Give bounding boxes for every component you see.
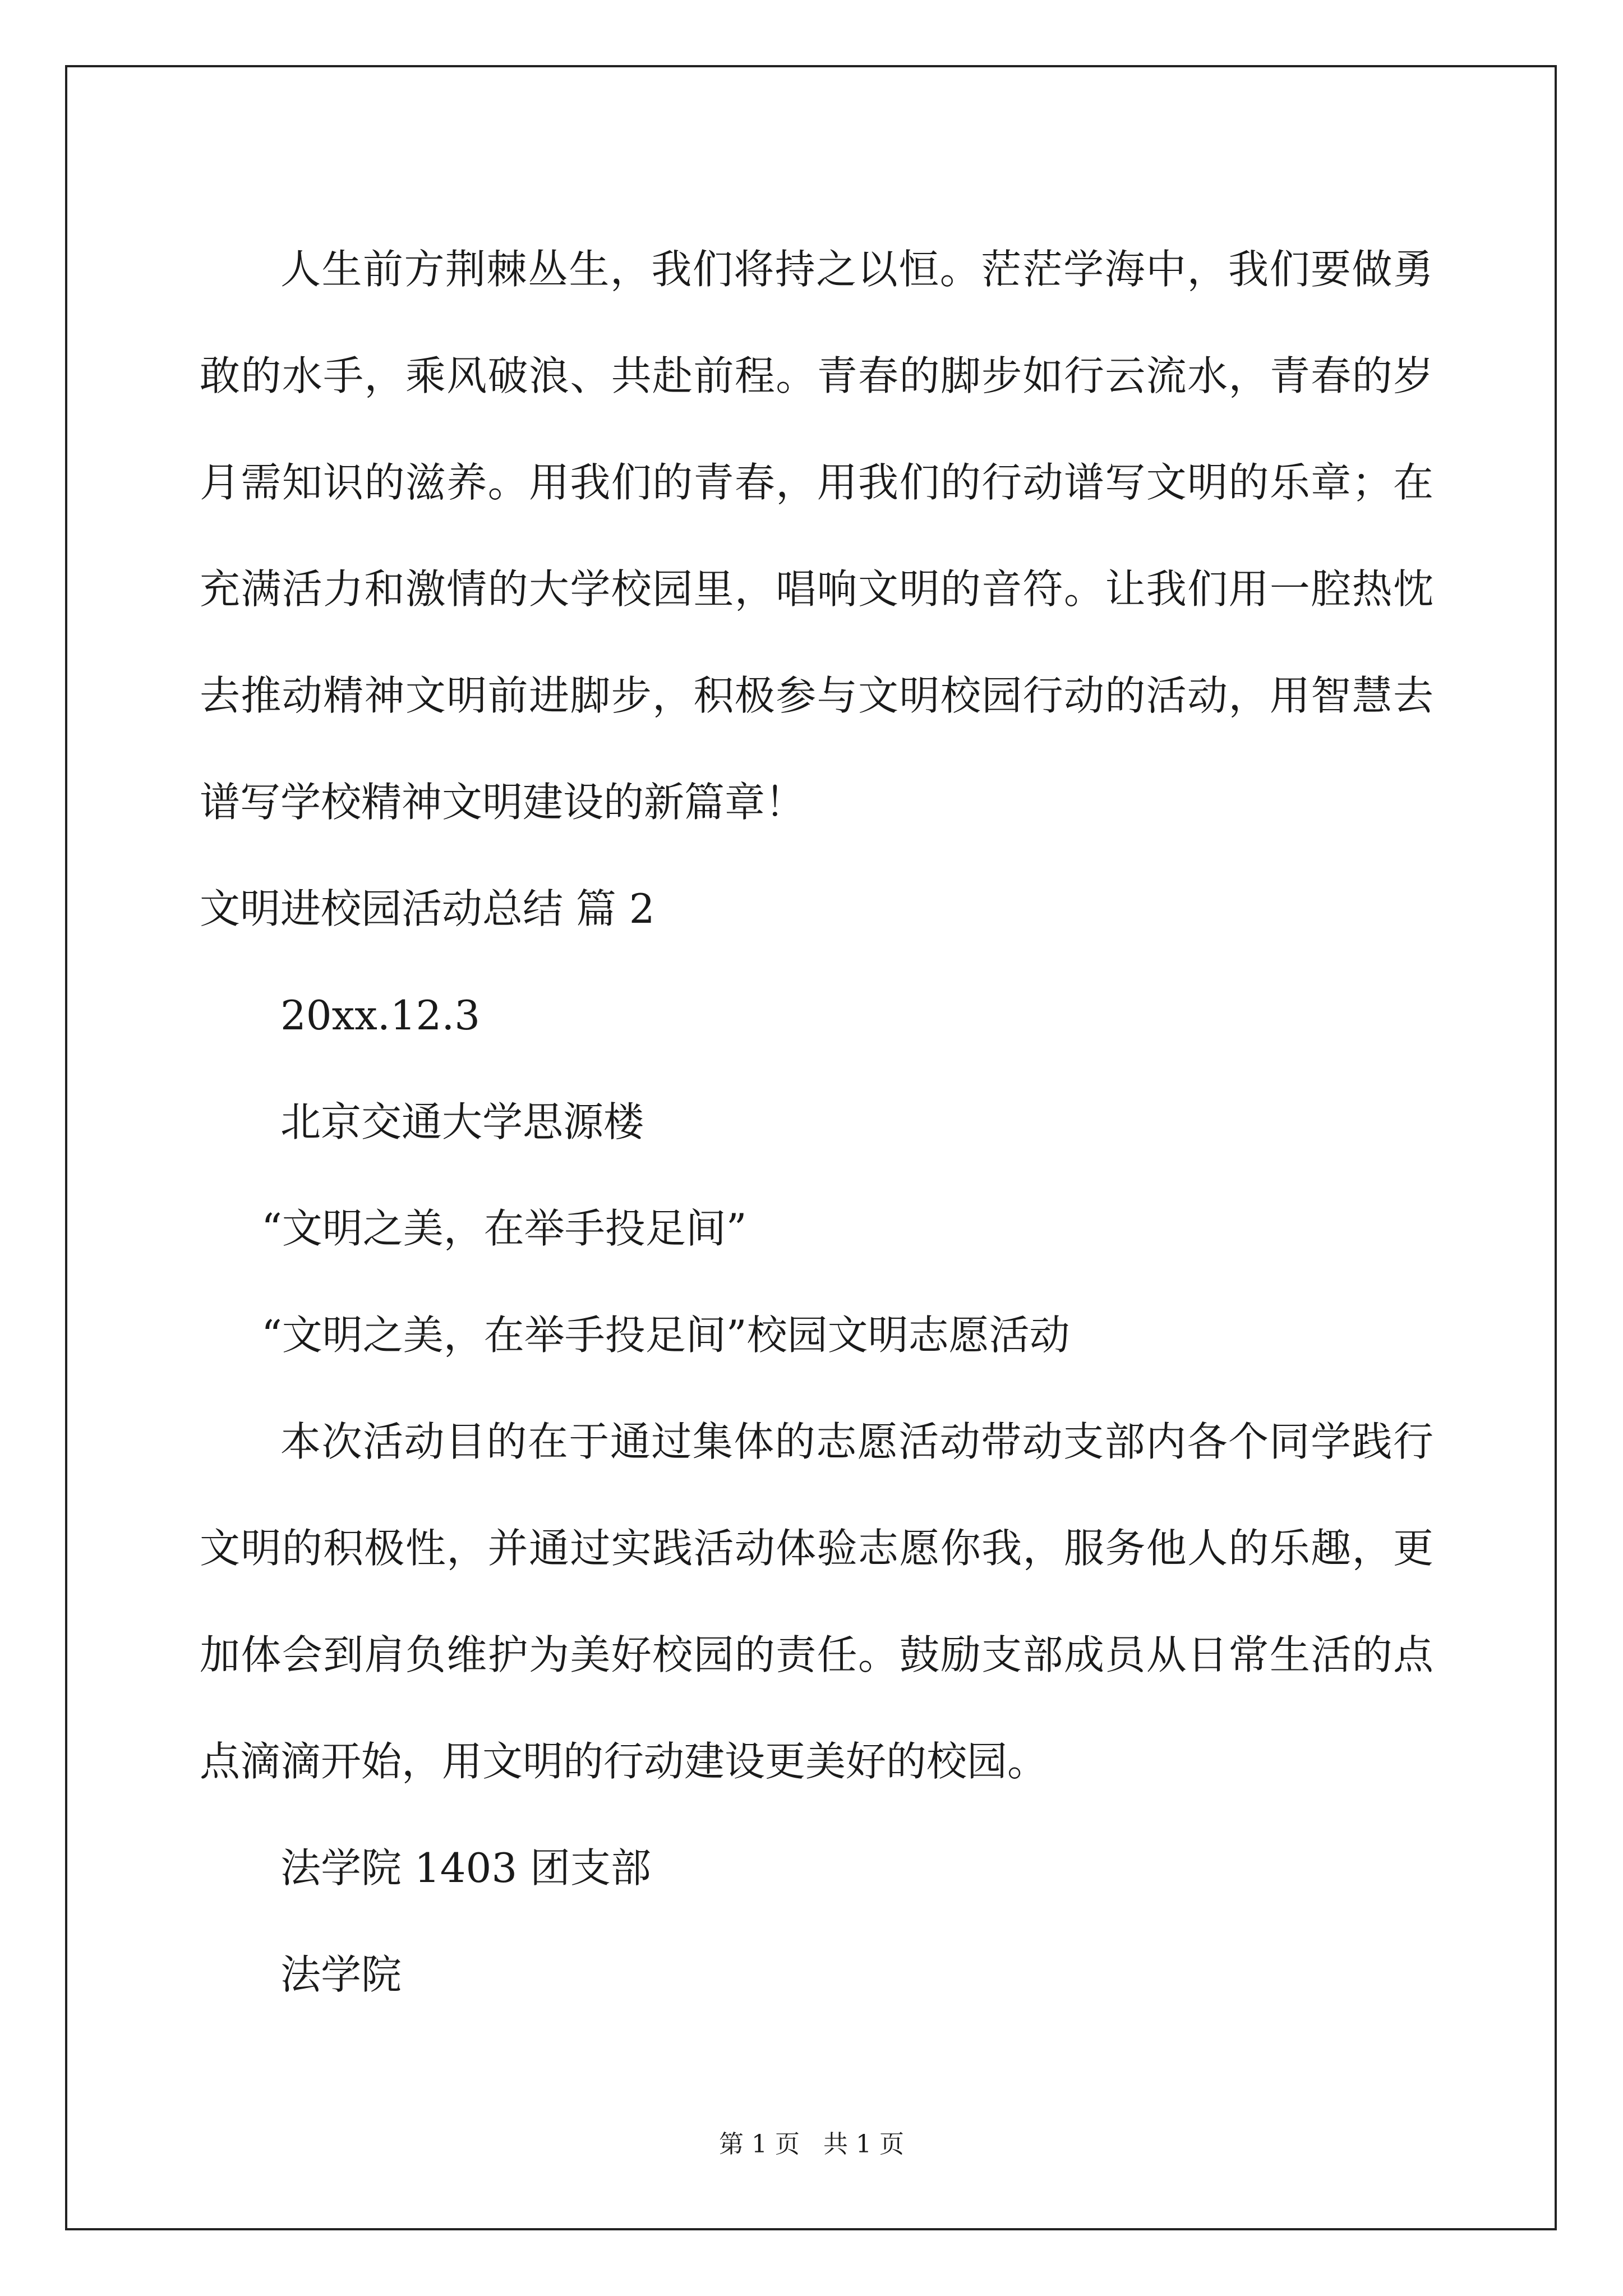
activity-theme: “文明之美，在举手投足间” — [261, 1205, 747, 1252]
activity-location: 北京交通大学思源楼 — [280, 1098, 644, 1145]
paragraph-purpose: 本次活动目的在于通过集体的志愿活动带动支部内各个同学践行文明的积极性，并通过实践活动体验志愿你我，服务他人的乐趣，更加体会到肩负维护为美好校园的责任。鼓励支部成员从日常生活的点点滴滴开始，用文明的行动建设更美好的校园。 — [200, 1418, 1433, 1785]
activity-date: 20xx.12.3 — [280, 992, 481, 1039]
department: 法学院 — [280, 1951, 402, 1998]
section-heading: 文明进校园活动总结 篇 2 — [200, 885, 655, 932]
document-body — [200, 216, 1433, 2028]
paragraph-intro: 人生前方荆棘丛生，我们将持之以恒。茫茫学海中，我们要做勇敢的水手，乘风破浪、共赴前程。青春的脚步如行云流水，青春的岁月需知识的滋养。用我们的青春，用我们的行动谱写文明的乐章；在充满活力和激情的大学校园里，唱响文明的音符。让我们用一腔热忱去推动精神文明前进脚步，积极参与文明校园行动的活动，用智慧去谱写学校精神文明建设的新篇章！ — [200, 246, 1433, 826]
activity-name: “文明之美，在举手投足间”校园文明志愿活动 — [261, 1312, 1070, 1359]
page-number-footer: 第 1 页 共 1 页 — [719, 2130, 904, 2159]
organizer: 法学院 1403 团支部 — [280, 1844, 652, 1892]
